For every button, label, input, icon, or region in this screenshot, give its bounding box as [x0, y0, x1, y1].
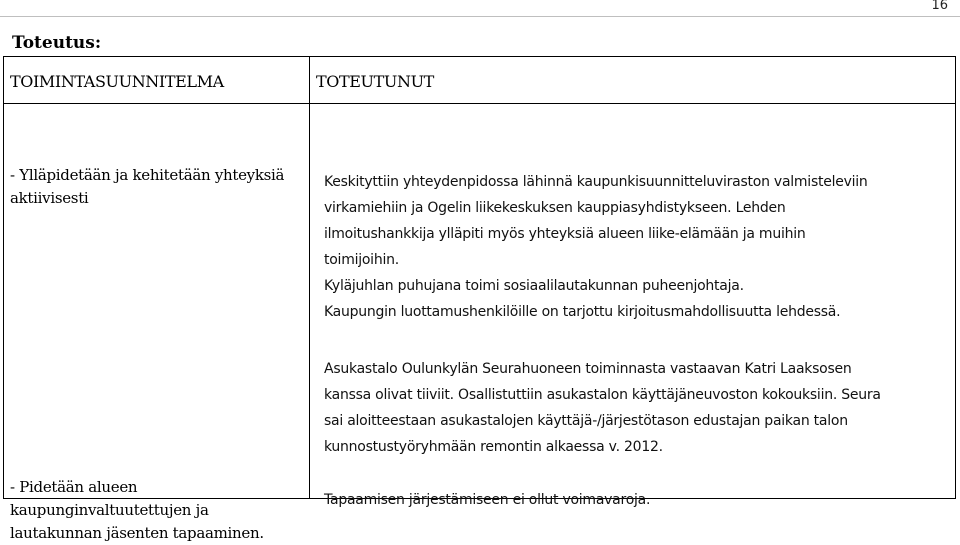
result-line: kunnostustyöryhmään remontin alkaessa v. 2012. [324, 439, 663, 455]
header-realized: TOTEUTUNUT [310, 57, 956, 104]
result-paragraph-meeting [324, 487, 650, 513]
result-line: Kaupungin luottamushenkilöille on tarjottu kirjoitusmahdollisuutta lehdessä. [324, 304, 841, 320]
table-header-row [4, 57, 956, 104]
goal-line: - Pidetään alueen [10, 478, 138, 496]
result-paragraph-community-house [324, 356, 881, 460]
header-rule [0, 16, 960, 17]
result-line: ilmoitushankkija ylläpiti myös yhteyksiä alueen liike-elämään ja muihin [324, 226, 806, 242]
result-line: sai aloitteestaan asukastalojen käyttäjä-/järjestötason edustajan paikan talon [324, 413, 848, 429]
result-paragraph-contacts [324, 169, 868, 325]
goal-line: aktiivisesti [10, 189, 89, 207]
result-line: kanssa olivat tiiviit. Osallistuttiin asukastalon käyttäjäneuvoston kokouksiin. Seura [324, 387, 881, 403]
result-line: Kyläjuhlan puhujana toimi sosiaalilautakunnan puheenjohtaja. [324, 278, 744, 294]
page-number: 16 [931, 0, 948, 13]
goal-maintain-contacts [10, 164, 284, 210]
realized-cell [310, 104, 956, 508]
result-line: Asukastalo Oulunkylän Seurahuoneen toiminnasta vastaavan Katri Laaksosen [324, 361, 852, 377]
result-line: virkamiehiin ja Ogelin liikekeskuksen kauppiasyhdistykseen. Lehden [324, 200, 786, 216]
section-title: Toteutus: [12, 33, 102, 53]
goal-council-meeting [10, 476, 264, 545]
action-plan-table [3, 56, 956, 542]
result-line: Tapaamisen järjestämiseen ei ollut voimavaroja. [324, 492, 651, 508]
goal-line: lautakunnan jäsenten tapaaminen. [10, 524, 264, 542]
table-row [4, 104, 956, 499]
goal-line: kaupunginvaltuutettujen ja [10, 501, 209, 519]
result-line: Keskityttiin yhteydenpidossa lähinnä kaupunkisuunnitteluviraston valmisteleviin [324, 174, 868, 190]
goal-line: - Ylläpidetään ja kehitetään yhteyksiä [10, 166, 285, 184]
result-line: toimijoihin. [324, 252, 399, 268]
plan-cell [4, 104, 310, 542]
header-plan: TOIMINTASUUNNITELMA [4, 57, 310, 104]
